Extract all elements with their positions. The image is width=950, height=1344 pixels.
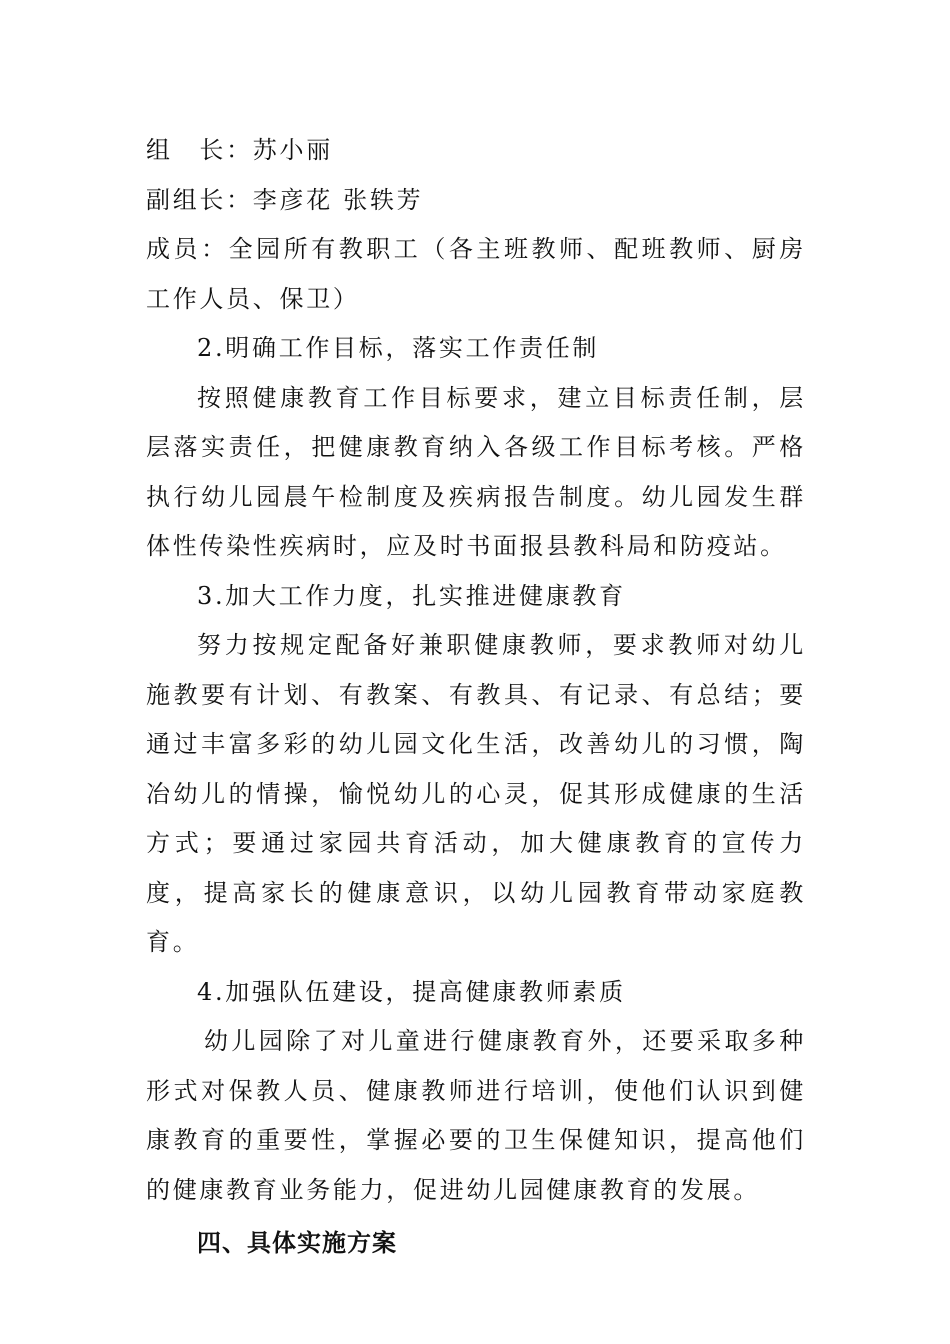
item-4-body: 幼儿园除了对儿童进行健康教育外，还要采取多种形式对保教人员、健康教师进行培训，使他们认识到健康教育的重要性，掌握必要的卫生保健知识，提高他们的健康教育业务能力，促进幼儿园健康教育的发展。 bbox=[146, 1027, 806, 1204]
item-3-body: 努力按规定配备好兼职健康教师，要求教师对幼儿施教要有计划、有教案、有教具、有记录、有总结；要通过丰富多彩的幼儿园文化生活，改善幼儿的习惯，陶冶幼儿的情操，愉悦幼儿的心灵，促其形成健康的生活方式；要通过家园共育活动，加大健康教育的宣传力度，提高家长的健康意识，以幼儿园教育带动家庭教育。 bbox=[146, 631, 806, 956]
document-body bbox=[146, 126, 806, 1269]
item-4-title: 4.加强队伍建设，提高健康教师素质 bbox=[197, 977, 626, 1006]
deputy-leader-line: 副组长：李彦花 张轶芳 bbox=[146, 185, 424, 214]
item-2-body: 按照健康教育工作目标要求，建立目标责任制，层层落实责任，把健康教育纳入各级工作目标考核。严格执行幼儿园晨午检制度及疾病报告制度。幼儿园发生群体性传染性疾病时，应及时书面报县教科局和防疫站。 bbox=[146, 383, 806, 560]
item-3-title: 3.加大工作力度，扎实推进健康教育 bbox=[197, 581, 626, 610]
members-paragraph: 成员：全园所有教职工（各主班教师、配班教师、厨房工作人员、保卫） bbox=[146, 235, 806, 313]
item-2-title: 2.明确工作目标，落实工作责任制 bbox=[197, 334, 600, 362]
section-4-heading: 四、具体实施方案 bbox=[197, 1229, 397, 1257]
leader-line: 组 长：苏小丽 bbox=[146, 136, 333, 164]
